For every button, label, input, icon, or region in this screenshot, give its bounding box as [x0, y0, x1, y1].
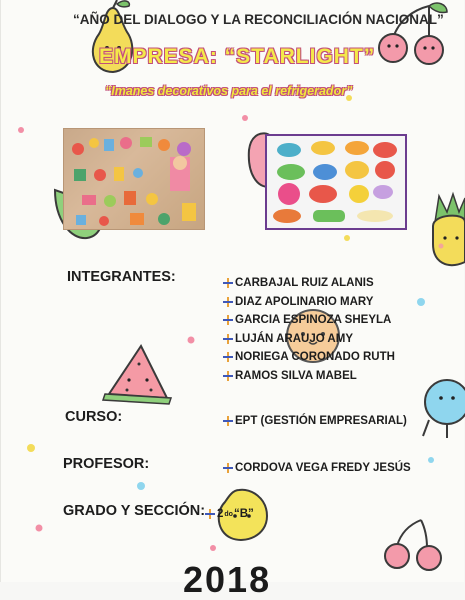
member-name: DIAZ APOLINARIO MARY [235, 295, 374, 308]
list-item [223, 311, 395, 330]
grade-number: 2 [217, 508, 224, 520]
blue-fruit-character-icon [423, 380, 465, 438]
teacher-value: CORDOVA VEGA FREDY JESÚS [235, 462, 411, 474]
magnets-collage-image [64, 129, 206, 231]
year-title: “AÑO DEL DIALOGO Y LA RECONCILIACIÓN NACIONAL” [73, 12, 444, 27]
grade-value-row [205, 508, 254, 520]
footer-year [183, 559, 272, 600]
bullet-icon [223, 278, 233, 288]
bullet-icon [223, 297, 233, 307]
list-item [223, 348, 395, 367]
course-label: CURSO: [65, 409, 123, 425]
member-name: CARBAJAL RUIZ ALANIS [235, 277, 374, 290]
bullet-icon [205, 509, 215, 519]
grade-ordinal: do [224, 510, 233, 518]
footer-year-text: 2018 [183, 559, 272, 600]
bullet-icon [223, 334, 233, 344]
bullet-icon [223, 463, 233, 473]
bullet-icon [223, 416, 233, 426]
member-name: RAMOS SILVA MABEL [235, 369, 357, 382]
pineapple-character-icon [433, 194, 465, 265]
course-value-row [223, 415, 407, 427]
member-name: NORIEGA CORONADO RUTH [235, 351, 395, 364]
member-name: LUJÁN ARAUJO AMY [235, 332, 353, 345]
grade-label: GRADO Y SECCIÓN: [63, 503, 206, 519]
product-subtitle: “Imanes decorativos para el refrigerador” [105, 84, 353, 98]
list-item [223, 274, 395, 293]
bullet-icon [223, 352, 233, 362]
animal-magnets-image [267, 136, 405, 228]
list-item [223, 330, 395, 349]
bullet-icon [223, 371, 233, 381]
teacher-label: PROFESOR: [63, 456, 150, 472]
bullet-icon [223, 315, 233, 325]
course-value: EPT (GESTIÓN EMPRESARIAL) [235, 415, 407, 427]
members-list [223, 274, 395, 385]
teacher-value-row [223, 462, 411, 474]
list-item [223, 367, 395, 386]
members-label: INTEGRANTES: [67, 269, 176, 285]
company-name: EMPRESA: “STARLIGHT” [99, 45, 376, 68]
cherries-character-icon [385, 520, 441, 570]
animal-magnets-photo [265, 134, 407, 230]
member-name: GARCIA ESPINOZA SHEYLA [235, 314, 392, 327]
watermelon-slice-icon [103, 346, 171, 404]
list-item [223, 293, 395, 312]
magnets-photo [63, 128, 205, 230]
grade-section: “B” [233, 508, 254, 520]
